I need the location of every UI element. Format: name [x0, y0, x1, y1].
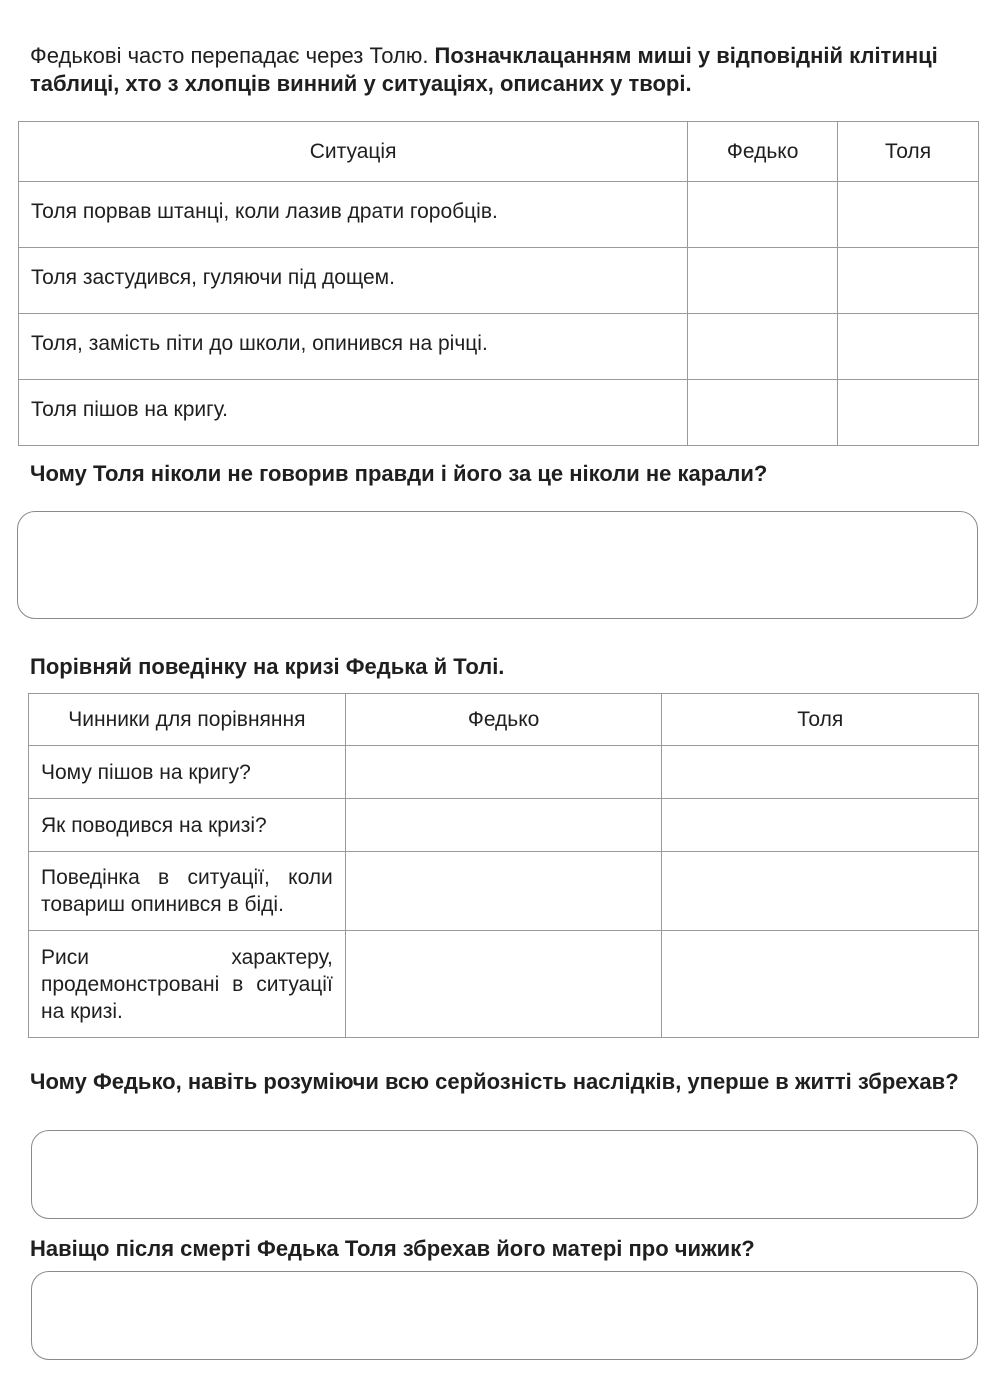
instructions [30, 42, 960, 98]
header-fedko: Федько [345, 694, 662, 746]
question-4: Навіщо після смерті Федька Толя збрехав його матері про чижик? [30, 1236, 755, 1261]
select-cell-tolia[interactable] [838, 248, 979, 314]
select-cell-tolia[interactable] [838, 380, 979, 446]
header-tolia: Толя [838, 122, 979, 182]
situation-text: Толя пішов на кригу. [19, 380, 688, 446]
table-row [29, 799, 979, 852]
instructions-task: Позначклацанням миші у відповідній клітинці таблиці, хто з хлопців винний у ситуаціях, описаних у творі. [30, 43, 938, 96]
factor-text: Риси характеру, продемонстровані в ситуації на кризі. [29, 931, 346, 1038]
select-cell-fedko[interactable] [688, 182, 838, 248]
answer-field-4[interactable] [31, 1271, 978, 1360]
select-cell-fedko[interactable] [688, 380, 838, 446]
answer-cell-fedko[interactable] [345, 852, 662, 931]
answer-field-3[interactable] [31, 1130, 978, 1219]
factor-text: Поведінка в ситуації, коли товариш опинився в біді. [29, 852, 346, 931]
situation-text: Толя порвав штанці, коли лазив драти горобців. [19, 182, 688, 248]
table-row [29, 852, 979, 931]
situation-text: Толя, замість піти до школи, опинився на річці. [19, 314, 688, 380]
instructions-text: Федькові часто перепадає через Толю. [30, 43, 435, 68]
table-row [29, 931, 979, 1038]
table-row [19, 314, 979, 380]
factor-text: Як поводився на кризі? [29, 799, 346, 852]
situation-text: Толя застудився, гуляючи під дощем. [19, 248, 688, 314]
factor-text: Чому пішов на кригу? [29, 746, 346, 799]
question-2: Порівняй поведінку на кризі Федька й Толі. [30, 654, 505, 679]
answer-cell-fedko[interactable] [345, 799, 662, 852]
answer-cell-tolia[interactable] [662, 746, 979, 799]
answer-cell-tolia[interactable] [662, 852, 979, 931]
answer-field-1[interactable] [17, 511, 978, 619]
answer-cell-tolia[interactable] [662, 799, 979, 852]
select-cell-tolia[interactable] [838, 314, 979, 380]
question-1: Чому Толя ніколи не говорив правди і його за це ніколи не карали? [30, 461, 768, 486]
header-fedko: Федько [688, 122, 838, 182]
header-factors: Чинники для порівняння [29, 694, 346, 746]
table-row [29, 746, 979, 799]
answer-cell-fedko[interactable] [345, 746, 662, 799]
table-row [19, 182, 979, 248]
select-cell-fedko[interactable] [688, 248, 838, 314]
select-cell-fedko[interactable] [688, 314, 838, 380]
comparison-table [28, 693, 979, 1038]
header-tolia: Толя [662, 694, 979, 746]
table-row [19, 380, 979, 446]
header-situation: Ситуація [19, 122, 688, 182]
select-cell-tolia[interactable] [838, 182, 979, 248]
question-3: Чому Федько, навіть розуміючи всю серйозність наслідків, уперше в житті збрехав? [30, 1069, 959, 1094]
answer-cell-tolia[interactable] [662, 931, 979, 1038]
table-header-row [29, 694, 979, 746]
answer-cell-fedko[interactable] [345, 931, 662, 1038]
table-row [19, 248, 979, 314]
table-header-row [19, 122, 979, 182]
guilt-table [18, 121, 979, 446]
